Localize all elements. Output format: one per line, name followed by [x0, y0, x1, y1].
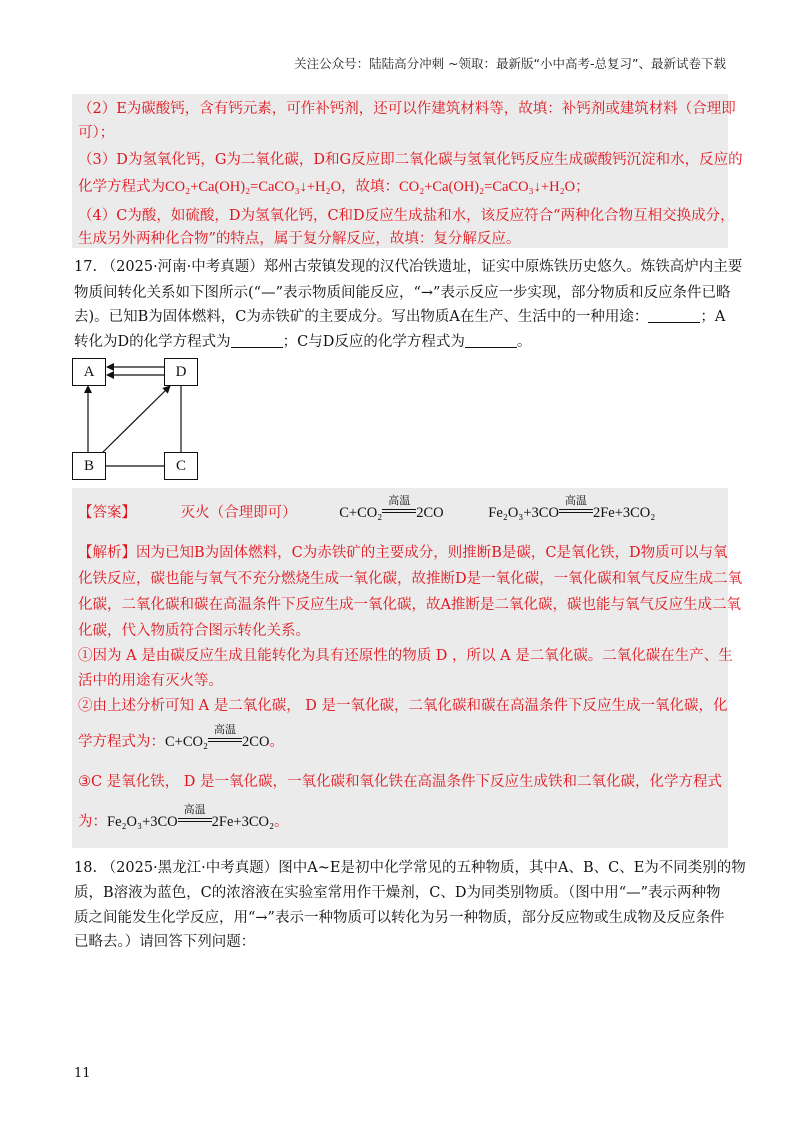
arrow-b-to-d — [102, 386, 170, 453]
q18-line-1: 18. （2025·黑龙江·中考真题）图中A~E是初中化学常见的五种物质，其中A、B、C、E为不同类别的物 — [74, 860, 746, 876]
q18-line-3: 质之间能发生化学反应，用“→”表示一种物质可以转化为另一种物质，部分反应物或生成物及反应条件 — [74, 910, 725, 926]
node-a: A — [72, 358, 106, 386]
analysis-p2a: ②由上述分析可知 A 是二氧化碳， D 是一氧化碳，二氧化碳和碳在高温条件下反应生成一氧化碳，化 — [78, 698, 728, 714]
q17-line-4: 转化为D的化学方程式为 ；C与D反应的化学方程式为 。 — [74, 334, 532, 350]
prev-line-4a: （4）C为酸，如硫酸，D为氢氧化钙，C和D反应生成盐和水，该反应符合“两种化合物互相交换成分， — [78, 208, 735, 224]
page-header: 关注公众号：陆陆高分冲刺 ~领取：最新版“小中高考-总复习”、最新试卷下载 — [294, 56, 726, 71]
analysis-p3b: 为：Fe₂O₃+3CO 高温 2Fe+3CO₂。 — [78, 804, 289, 830]
prev-line-2a: （2）E为碳酸钙，含有钙元素，可作补钙剂，还可以作建筑材料等，故填：补钙剂或建筑材料（合理即 — [78, 101, 736, 117]
answer-blank — [648, 308, 700, 323]
q17-line-3: 去)。已知B为固体燃料，C为赤铁矿的主要成分。写出物质A在生产、生活中的一种用途： ；A — [74, 309, 726, 325]
analysis-line-3: 化碳，二氧化碳和碳在高温条件下反应生成一氧化碳，故A推断是二氧化碳，碳也能与氧气反应生成二氧 — [78, 597, 741, 613]
q18-line-2: 质，B溶液为蓝色，C的浓溶液在实验室常用作干燥剂，C、D为同类别物质。（图中用“—”表示两种物 — [74, 885, 721, 901]
answer-blank — [465, 333, 517, 348]
analysis-p1a: ①因为 A 是由碳反应生成且能转化为具有还原性的物质 D ，所以 A 是二氧化碳。二氧化碳在生产、生 — [78, 648, 733, 664]
node-d: D — [164, 358, 198, 386]
equation-1: C+CO₂ 高温 2CO — [339, 495, 444, 521]
page-number: 11 — [74, 1066, 91, 1081]
equation-2: Fe₂O₃+3CO 高温 2Fe+3CO₂ — [488, 495, 656, 521]
node-b: B — [72, 452, 106, 480]
analysis-p3a: ③C 是氧化铁， D 是一氧化碳，一氧化碳和氧化铁在高温条件下反应生成铁和二氧化碳，化学方程式 — [78, 774, 723, 790]
q18-line-4: 已略去。）请回答下列问题： — [74, 934, 256, 950]
answer-line — [78, 495, 656, 523]
analysis-p2b: 学方程式为：C+CO₂ 高温 2CO。 — [78, 724, 284, 750]
equation: CO₂+Ca(OH)₂=CaCO₃↓+H₂O — [399, 179, 576, 195]
answer-block — [72, 488, 728, 848]
analysis-p1b: 活中的用途有灭火等。 — [78, 673, 223, 689]
analysis-line-4: 化碳，代入物质符合图示转化关系。 — [78, 623, 310, 639]
analysis-tag: 【解析】 — [78, 545, 136, 561]
node-c: C — [164, 452, 198, 480]
analysis-line-2: 化铁反应，碳也能与氧气不充分燃烧生成一氧化碳，故推断D是一氧化碳，一氧化碳和氧气反应生成二氧 — [78, 571, 743, 587]
q17-line-2: 物质间转化关系如下图所示(“—”表示物质间能反应，“→”表示反应一步实现，部分物质和反应条件已略 — [74, 285, 731, 301]
prev-line-4b: 生成另外两种化合物”的特点，属于复分解反应，故填：复分解反应。 — [78, 231, 521, 247]
analysis-line-1: 【解析】因为已知B为固体燃料，C为赤铁矿的主要成分，则推断B是碳，C是氧化铁，D物质可以与氧 — [78, 545, 728, 561]
prev-line-3b: 化学方程式为CO₂+Ca(OH)₂=CaCO₃↓+H₂O，故填：CO₂+Ca(OH)₂=CaCO₃↓+H₂O； — [78, 179, 590, 195]
prev-line-2b: 可）； — [78, 125, 115, 141]
answer-use: 灭火（合理即可） — [180, 505, 297, 521]
prev-line-3a: （3）D为氢氧化钙，G为二氧化碳，D和G反应即二氧化碳与氢氧化钙反应生成碳酸钙沉淀和水，反应的 — [78, 152, 743, 168]
equation: CO₂+Ca(OH)₂=CaCO₃↓+H₂O — [165, 179, 342, 195]
answer-tag: 【答案】 — [78, 505, 136, 521]
q17-line-1: 17. （2025·河南·中考真题）郑州古荥镇发现的汉代冶铁遗址，证实中原炼铁历史悠久。炼铁高炉内主要 — [74, 259, 743, 275]
answer-blank — [231, 333, 283, 348]
